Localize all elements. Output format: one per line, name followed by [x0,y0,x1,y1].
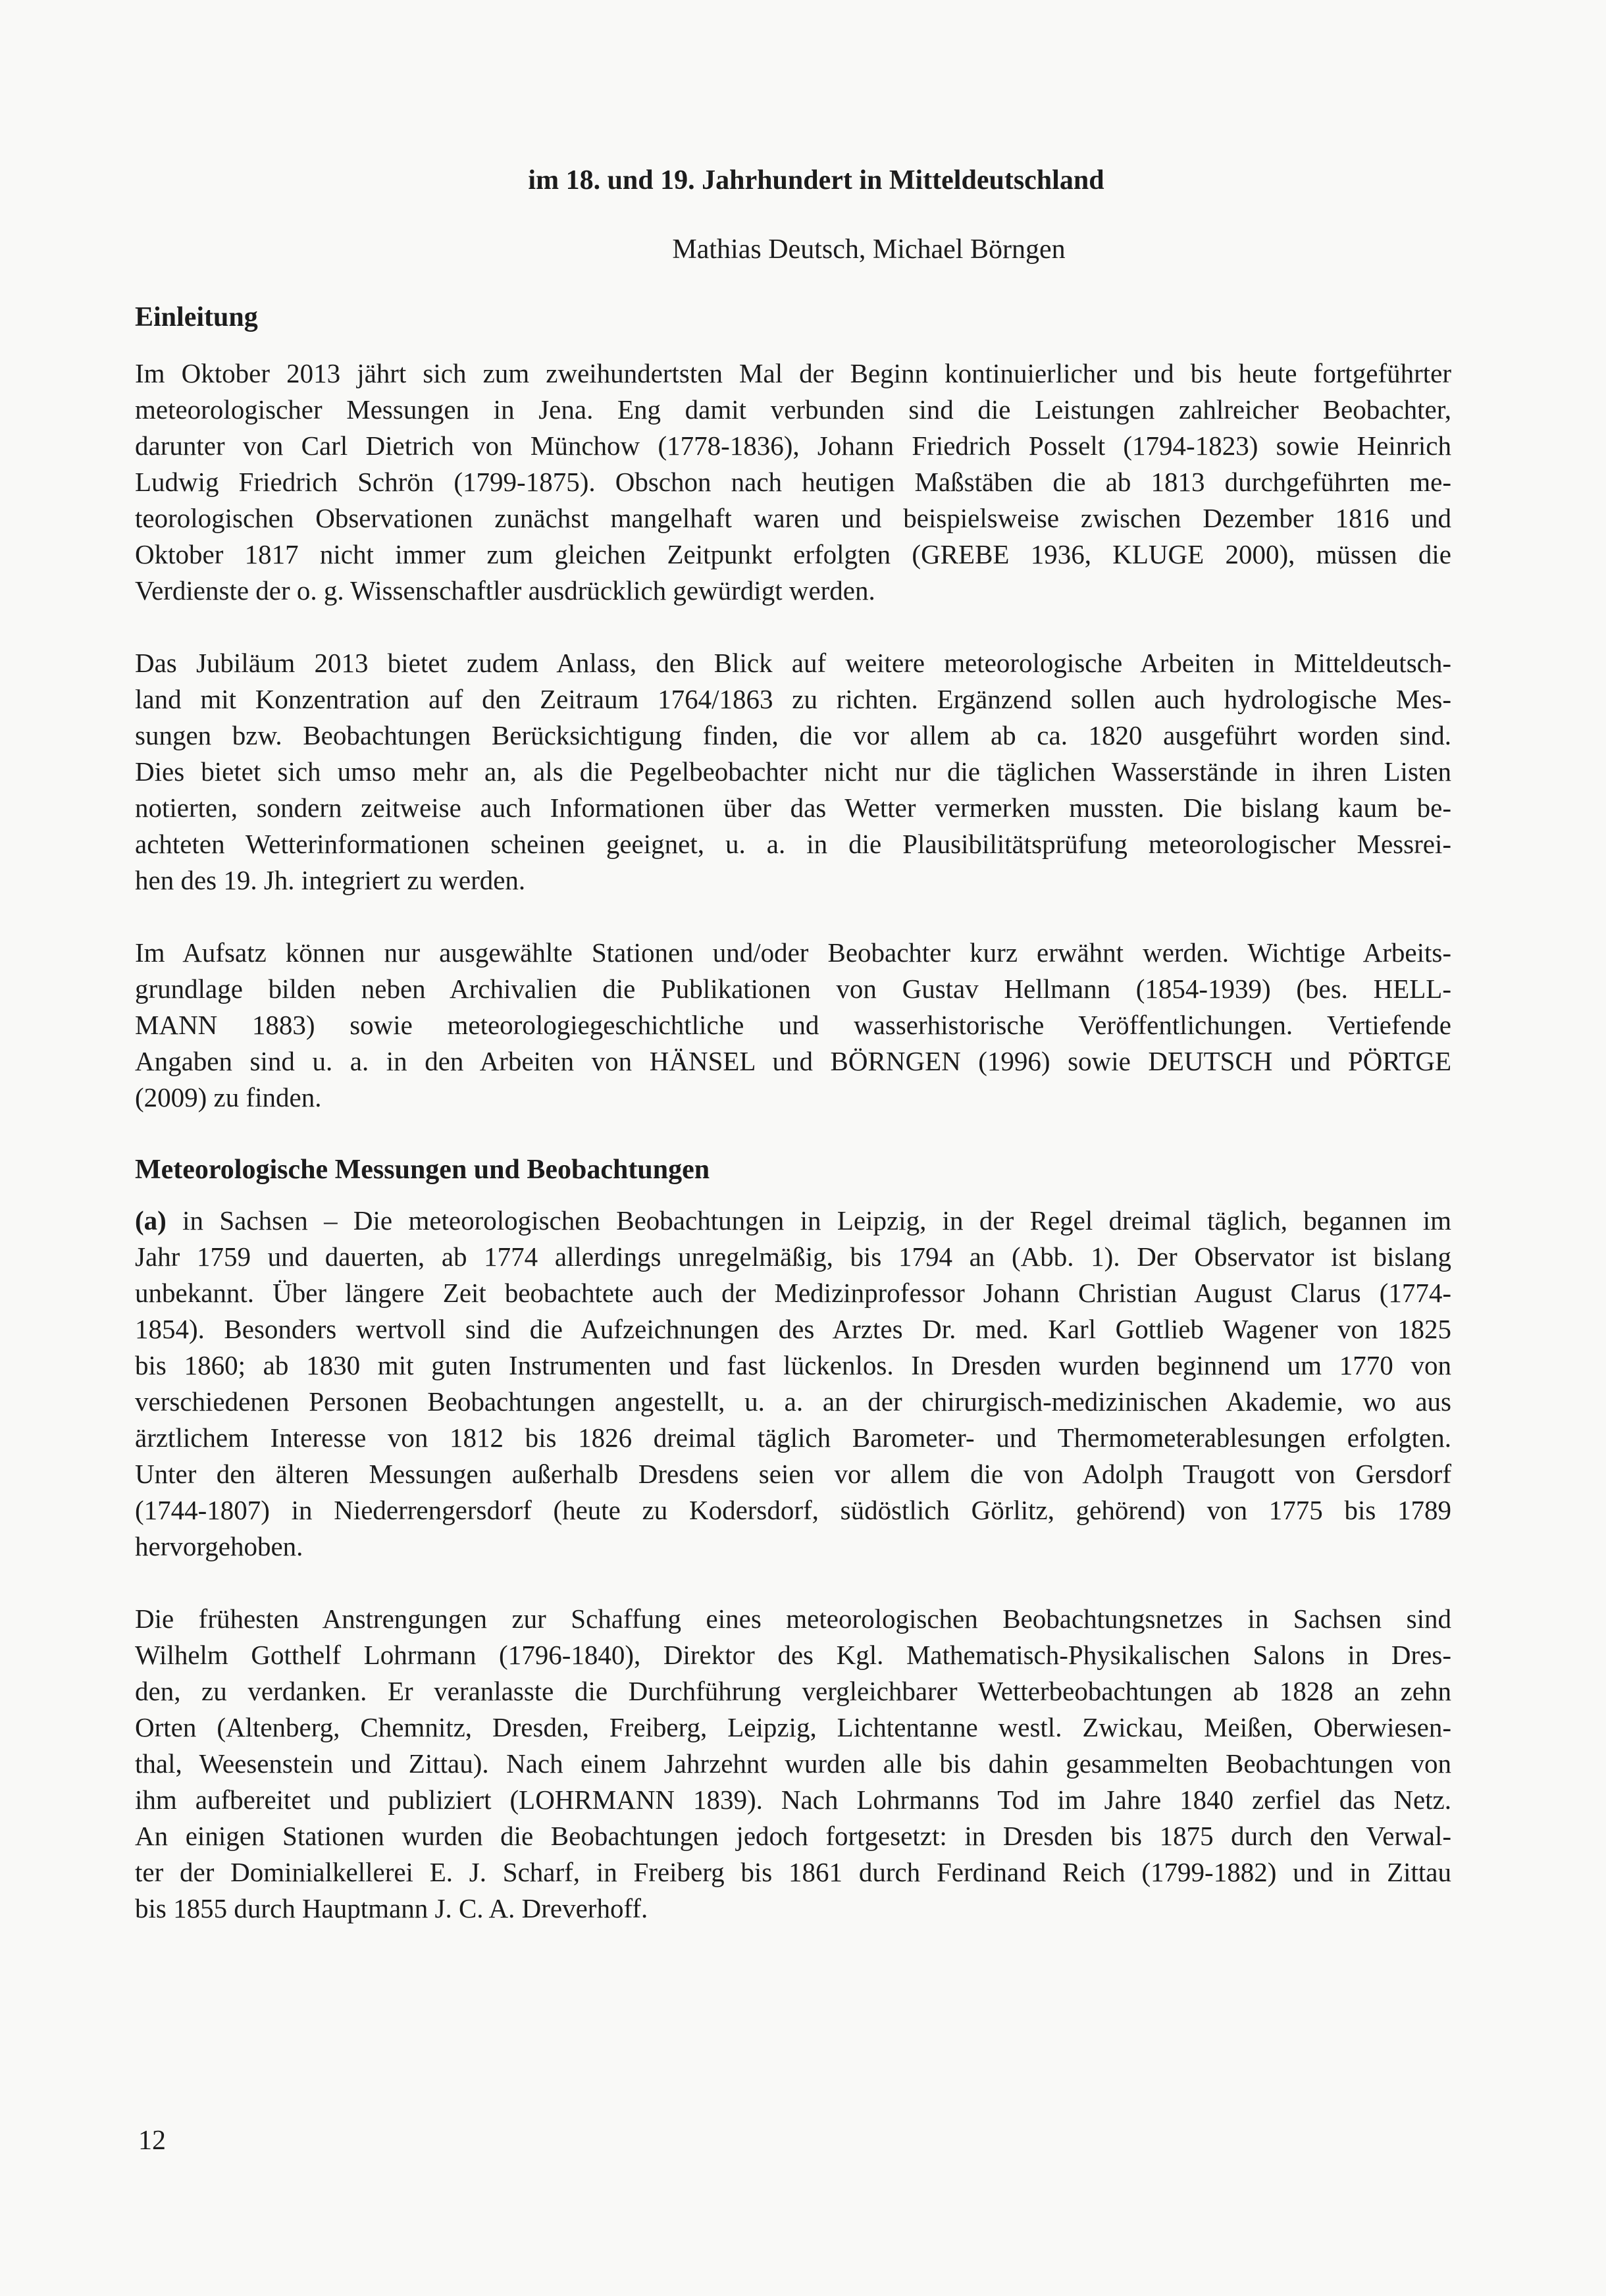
text-line: verschiedenen Personen Beobachtungen angestellt, u. a. an der chirurgisch-medizinischen Akademie, wo aus [135,1386,1451,1417]
text-line: Die frühesten Anstrengungen zur Schaffung eines meteorologischen Beobachtungsnetzes in Sachsen sind [135,1604,1451,1634]
text-line: MANN 1883) sowie meteorologiegeschichtliche und wasserhistorische Veröffentlichungen. Vertiefende [135,1010,1451,1040]
text-line: meteorologischer Messungen in Jena. Eng damit verbunden sind die Leistungen zahlreicher Beobachter, [135,394,1451,425]
subsection-label: (a) [135,1205,167,1236]
text-line: Orten (Altenberg, Chemnitz, Dresden, Freiberg, Leipzig, Lichtentanne westl. Zwickau, Meißen, Oberwiesen- [135,1712,1451,1742]
text-line: ter der Dominialkellerei E. J. Scharf, in Freiberg bis 1861 durch Ferdinand Reich (1799-1882) und in Zittau [135,1857,1451,1887]
section-einleitung-body [135,355,1451,1116]
text-line: unbekannt. Über längere Zeit beobachtete auch der Medizinprofessor Johann Christian August Clarus (1774- [135,1278,1451,1308]
text-line: darunter von Carl Dietrich von Münchow (1778-1836), Johann Friedrich Posselt (1794-1823) sowie Heinrich [135,430,1451,461]
page-title: im 18. und 19. Jahrhundert in Mitteldeutschland [528,165,1104,196]
text-line: hen des 19. Jh. integriert zu werden. [135,865,526,895]
text-line: Unter den älteren Messungen außerhalb Dresdens seien vor allem die von Adolph Traugott von Gersdorf [135,1459,1451,1489]
text-line: Ludwig Friedrich Schrön (1799-1875). Obschon nach heutigen Maßstäben die ab 1813 durchgeführten me- [135,467,1451,497]
text-line: hervorgehoben. [135,1531,303,1561]
paragraph [135,355,1451,609]
text-line: Im Oktober 2013 jährt sich zum zweihundertsten Mal der Beginn kontinuierlicher und bis heute fortgeführter [135,358,1451,388]
text-line: Jahr 1759 und dauerten, ab 1774 allerdings unregelmäßig, bis 1794 an (Abb. 1). Der Observator ist bislang [135,1241,1451,1272]
text-line: sungen bzw. Beobachtungen Berücksichtigung finden, die vor allem ab ca. 1820 ausgeführt worden sind. [135,720,1451,750]
text-line: Angaben sind u. a. in den Arbeiten von HÄNSEL und BÖRNGEN (1996) sowie DEUTSCH und PÖRTGE [135,1046,1451,1076]
text-line: achteten Wetterinformationen scheinen geeignet, u. a. in die Plausibilitätsprüfung meteorologischer Messrei- [135,829,1451,859]
paragraph [135,645,1451,899]
paragraph [135,1601,1451,1927]
section-heading-messungen: Meteorologische Messungen und Beobachtungen [135,1155,710,1185]
text-line: ärztlichem Interesse von 1812 bis 1826 dreimal täglich Barometer- und Thermometerablesungen erfolgten. [135,1422,1451,1453]
text-line: (1744-1807) in Niederrengersdorf (heute zu Kodersdorf, südöstlich Görlitz, gehörend) von 1775 bis 1789 [135,1495,1451,1525]
paragraph [135,935,1451,1116]
text-line: An einigen Stationen wurden die Beobachtungen jedoch fortgesetzt: in Dresden bis 1875 durch den Verwal- [135,1821,1451,1851]
authors-line: Mathias Deutsch, Michael Börngen [672,234,1066,265]
text-line: ihm aufbereitet und publiziert (LOHRMANN 1839). Nach Lohrmanns Tod im Jahre 1840 zerfiel das Netz. [135,1785,1451,1815]
text-line: bis 1855 durch Hauptmann J. C. A. Dreverhoff. [135,1893,648,1923]
text-line: land mit Konzentration auf den Zeitraum 1764/1863 zu richten. Ergänzend sollen auch hydrologische Mes- [135,684,1451,714]
page-number: 12 [138,2126,166,2156]
text-line: Oktober 1817 nicht immer zum gleichen Zeitpunkt erfolgten (GREBE 1936, KLUGE 2000), müssen die [135,539,1451,569]
text-line: notierten, sondern zeitweise auch Informationen über das Wetter vermerken mussten. Die bislang kaum be- [135,793,1451,823]
text-line: Das Jubiläum 2013 bietet zudem Anlass, den Blick auf weitere meteorologische Arbeiten in Mitteldeutsch- [135,648,1451,678]
text-line: Verdienste der o. g. Wissenschaftler ausdrücklich gewürdigt werden. [135,575,875,606]
section-heading-einleitung: Einleitung [135,302,258,332]
text-line: teorologischen Observationen zunächst mangelhaft waren und beispielsweise zwischen Dezember 1816 und [135,503,1451,533]
text-line: 1854). Besonders wertvoll sind die Aufzeichnungen des Arztes Dr. med. Karl Gottlieb Wagener von 1825 [135,1314,1451,1344]
text-line: Im Aufsatz können nur ausgewählte Stationen und/oder Beobachter kurz erwähnt werden. Wichtige Arbeits- [135,937,1451,968]
main-content [135,300,1451,1963]
text-line: den, zu verdanken. Er veranlasste die Durchführung vergleichbarer Wetterbeobachtungen ab 1828 an zehn [135,1676,1451,1706]
text-line: (2009) zu finden. [135,1082,322,1112]
paragraph [135,1203,1451,1565]
text-line: bis 1860; ab 1830 mit guten Instrumenten und fast lückenlos. In Dresden wurden beginnend um 1770 von [135,1350,1451,1380]
text-line: grundlage bilden neben Archivalien die Publikationen von Gustav Hellmann (1854-1939) (bes. HELL- [135,974,1451,1004]
text-line: Wilhelm Gotthelf Lohrmann (1796-1840), Direktor des Kgl. Mathematisch-Physikalischen Salons in Dres- [135,1640,1451,1670]
section-messungen-body [135,1203,1451,1927]
text-line: thal, Weesenstein und Zittau). Nach einem Jahrzehnt wurden alle bis dahin gesammelten Beobachtungen von [135,1748,1451,1779]
text-line: Dies bietet sich umso mehr an, als die Pegelbeobachter nicht nur die täglichen Wasserstände in ihren Listen [135,756,1451,787]
text-line: (a) in Sachsen – Die meteorologischen Beobachtungen in Leipzig, in der Regel dreimal täglich, begannen im [135,1205,1451,1236]
